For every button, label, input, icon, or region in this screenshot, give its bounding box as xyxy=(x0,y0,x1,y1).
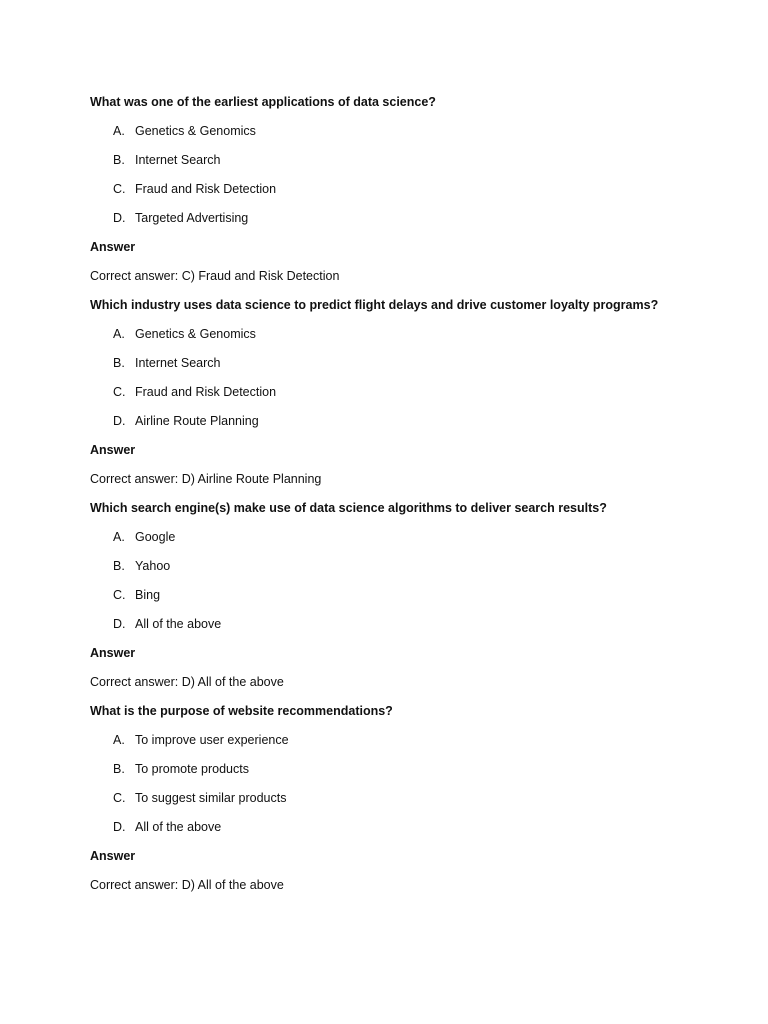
option-text: Targeted Advertising xyxy=(135,211,249,225)
option-text: To improve user experience xyxy=(135,733,289,747)
option-text: Internet Search xyxy=(135,356,221,370)
question-block-2 xyxy=(90,291,710,494)
option-4d xyxy=(90,813,710,842)
option-letter: C. xyxy=(113,588,126,602)
option-text: Fraud and Risk Detection xyxy=(135,182,277,196)
answer-text-1: Correct answer: C) Fraud and Risk Detection xyxy=(90,269,340,283)
option-2b xyxy=(90,349,710,378)
option-3a xyxy=(90,523,710,552)
option-text: All of the above xyxy=(135,820,222,834)
option-1c xyxy=(90,175,710,204)
option-letter: D. xyxy=(113,617,126,631)
option-letter: C. xyxy=(113,182,126,196)
question-block-3 xyxy=(90,494,710,697)
option-2c xyxy=(90,378,710,407)
answer-heading-3: Answer xyxy=(90,646,136,660)
option-4c xyxy=(90,784,710,813)
question-text-3: Which search engine(s) make use of data science algorithms to deliver search results? xyxy=(90,501,607,515)
option-letter: D. xyxy=(113,211,126,225)
option-text: To promote products xyxy=(135,762,249,776)
option-letter: A. xyxy=(113,124,125,138)
option-text: To suggest similar products xyxy=(135,791,287,805)
option-3c xyxy=(90,581,710,610)
option-1b xyxy=(90,146,710,175)
option-text: Internet Search xyxy=(135,153,221,167)
question-text-4: What is the purpose of website recommendations? xyxy=(90,704,393,718)
option-letter: D. xyxy=(113,414,126,428)
question-block-1 xyxy=(90,88,710,291)
option-letter: C. xyxy=(113,791,126,805)
option-letter: C. xyxy=(113,385,126,399)
answer-text-2: Correct answer: D) Airline Route Planning xyxy=(90,472,322,486)
option-3b xyxy=(90,552,710,581)
question-text-2: Which industry uses data science to predict flight delays and drive customer loyalty programs? xyxy=(90,298,659,312)
question-text-1: What was one of the earliest applications of data science? xyxy=(90,95,436,109)
option-letter: B. xyxy=(113,356,125,370)
option-1a xyxy=(90,117,710,146)
option-letter: B. xyxy=(113,559,125,573)
quiz-content xyxy=(90,88,710,900)
option-letter: A. xyxy=(113,733,125,747)
option-1d xyxy=(90,204,710,233)
option-letter: D. xyxy=(113,820,126,834)
answer-text-3: Correct answer: D) All of the above xyxy=(90,675,284,689)
option-3d xyxy=(90,610,710,639)
question-block-4 xyxy=(90,697,710,900)
option-text: Genetics & Genomics xyxy=(135,327,256,341)
option-2a xyxy=(90,320,710,349)
option-text: Bing xyxy=(135,588,161,602)
option-4b xyxy=(90,755,710,784)
option-letter: B. xyxy=(113,153,125,167)
answer-text-4: Correct answer: D) All of the above xyxy=(90,878,284,892)
option-text: Genetics & Genomics xyxy=(135,124,256,138)
option-text: Fraud and Risk Detection xyxy=(135,385,277,399)
option-text: All of the above xyxy=(135,617,222,631)
option-4a xyxy=(90,726,710,755)
option-text: Google xyxy=(135,530,176,544)
answer-heading-4: Answer xyxy=(90,849,136,863)
option-text: Yahoo xyxy=(135,559,171,573)
answer-heading-1: Answer xyxy=(90,240,136,254)
answer-heading-2: Answer xyxy=(90,443,136,457)
option-text: Airline Route Planning xyxy=(135,414,259,428)
option-letter: A. xyxy=(113,530,125,544)
option-2d xyxy=(90,407,710,436)
option-letter: B. xyxy=(113,762,125,776)
option-letter: A. xyxy=(113,327,125,341)
